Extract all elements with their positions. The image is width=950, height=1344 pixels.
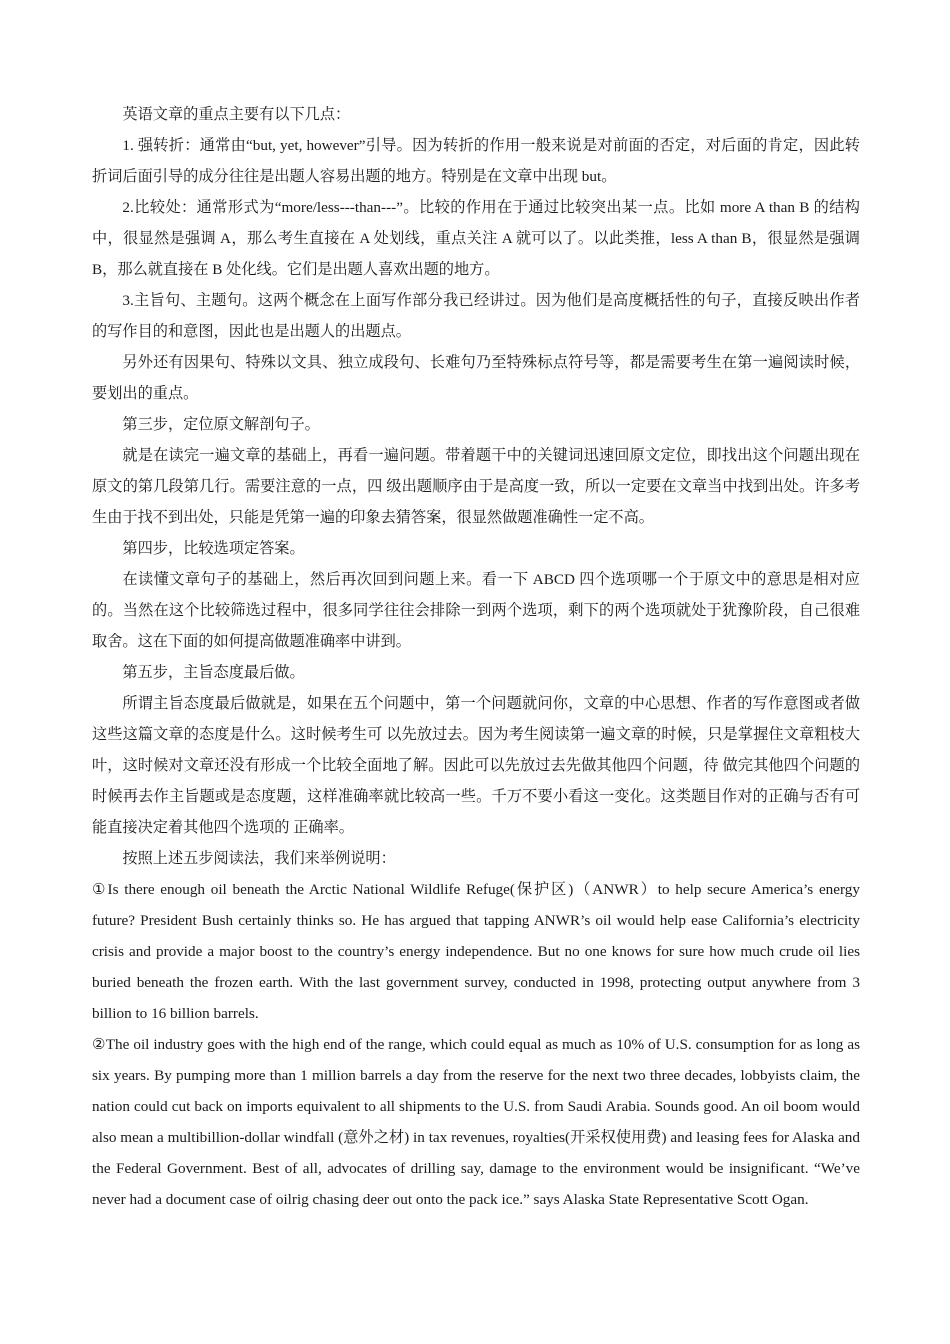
step-four-body: 在读懂文章句子的基础上，然后再次回到问题上来。看一下 ABCD 四个选项哪一个于原文中的意思是相对应的。当然在这个比较筛选过程中，很多同学往往会排除一到两个选项，剩下的两个选项就处于犹豫阶段，自己很难取舍。这在下面的如何提高做题准确率中讲到。 bbox=[92, 571, 860, 650]
point-comparison: 2.比较处：通常形式为“more/less---than---”。比较的作用在于通过比较突出某一点。比如 more A than B 的结构中，很显然是强调 A，那么考生直接在 A 处划线，重点关注 A 就可以了。以此类推，less A than B，很显然是强调 B，那么就直接在 B 处化线。它们是出题人喜欢出题的地方。 bbox=[92, 199, 860, 278]
document-page bbox=[92, 99, 860, 1215]
point-other: 另外还有因果句、特殊以文具、独立成段句、长难句乃至特殊标点符号等，都是需要考生在第一遍阅读时候，要划出的重点。 bbox=[92, 354, 860, 402]
english-paragraph-2: ②The oil industry goes with the high end of the range, which could equal as much as 10% of U.S. consumption for as long as six years. By pumping more than 1 million barrels a day from the reserve for the next two three decades, lobbyists claim, the nation could cut back on imports equivalent to all shipments to the U.S. from Saudi Arabia. Sounds good. An oil boom would also mean a multibillion-dollar windfall (意外之材) in tax revenues, royalties(开采权使用费) and leasing fees for Alaska and the Federal Government. Best of all, advocates of drilling say, damage to the environment would be insignificant. “We’ve never had a document case of oilrig chasing deer out onto the pack ice.” says Alaska State Representative Scott Ogan. bbox=[92, 1036, 860, 1208]
step-four-title: 第四步，比较选项定答案。 bbox=[122, 540, 305, 557]
step-five-body: 所谓主旨态度最后做就是，如果在五个问题中，第一个问题就问你，文章的中心思想、作者的写作意图或者做这些这篇文章的态度是什么。这时候考生可 以先放过去。因为考生阅读第一遍文章的时候，只是掌握住文章粗枝大叶，这时候对文章还没有形成一个比较全面地了解。因此可以先放过去先做其他四个问题，待 做完其他四个问题的时候再去作主旨题或是态度题，这样准确率就比较高一些。千万不要小看这一变化。这类题目作对的正确与否有可能直接决定着其他四个选项的 正确率。 bbox=[92, 695, 860, 836]
step-three-title: 第三步，定位原文解剖句子。 bbox=[122, 416, 320, 433]
point-contrast: 1. 强转折：通常由“but, yet, however”引导。因为转折的作用一般来说是对前面的否定，对后面的肯定，因此转折词后面引导的成分往往是出题人容易出题的地方。特别是在文章中出现 but。 bbox=[92, 137, 860, 185]
example-intro: 按照上述五步阅读法，我们来举例说明： bbox=[122, 850, 396, 867]
point-topic-sentence: 3.主旨句、主题句。这两个概念在上面写作部分我已经讲过。因为他们是高度概括性的句子，直接反映出作者的写作目的和意图，因此也是出题人的出题点。 bbox=[92, 292, 860, 340]
step-three-body: 就是在读完一遍文章的基础上，再看一遍问题。带着题干中的关键词迅速回原文定位，即找出这个问题出现在原文的第几段第几行。需要注意的一点，四 级出题顺序由于是高度一致，所以一定要在文章当中找到出处。许多考生由于找不到出处，只能是凭第一遍的印象去猜答案，很显然做题准确性一定不高。 bbox=[92, 447, 860, 526]
step-five-title: 第五步，主旨态度最后做。 bbox=[122, 664, 305, 681]
english-paragraph-1: ①Is there enough oil beneath the Arctic National Wildlife Refuge(保护区)（ANWR）to help secure America’s energy future? President Bush certainly thinks so. He has argued that tapping ANWR’s oil would help ease California’s electricity crisis and provide a major boost to the country’s energy independence. But no one knows for sure how much crude oil lies buried beneath the frozen earth. With the last government survey, conducted in 1998, protecting output anywhere from 3 billion to 16 billion barrels. bbox=[92, 881, 860, 1022]
intro-heading: 英语文章的重点主要有以下几点： bbox=[122, 106, 351, 123]
